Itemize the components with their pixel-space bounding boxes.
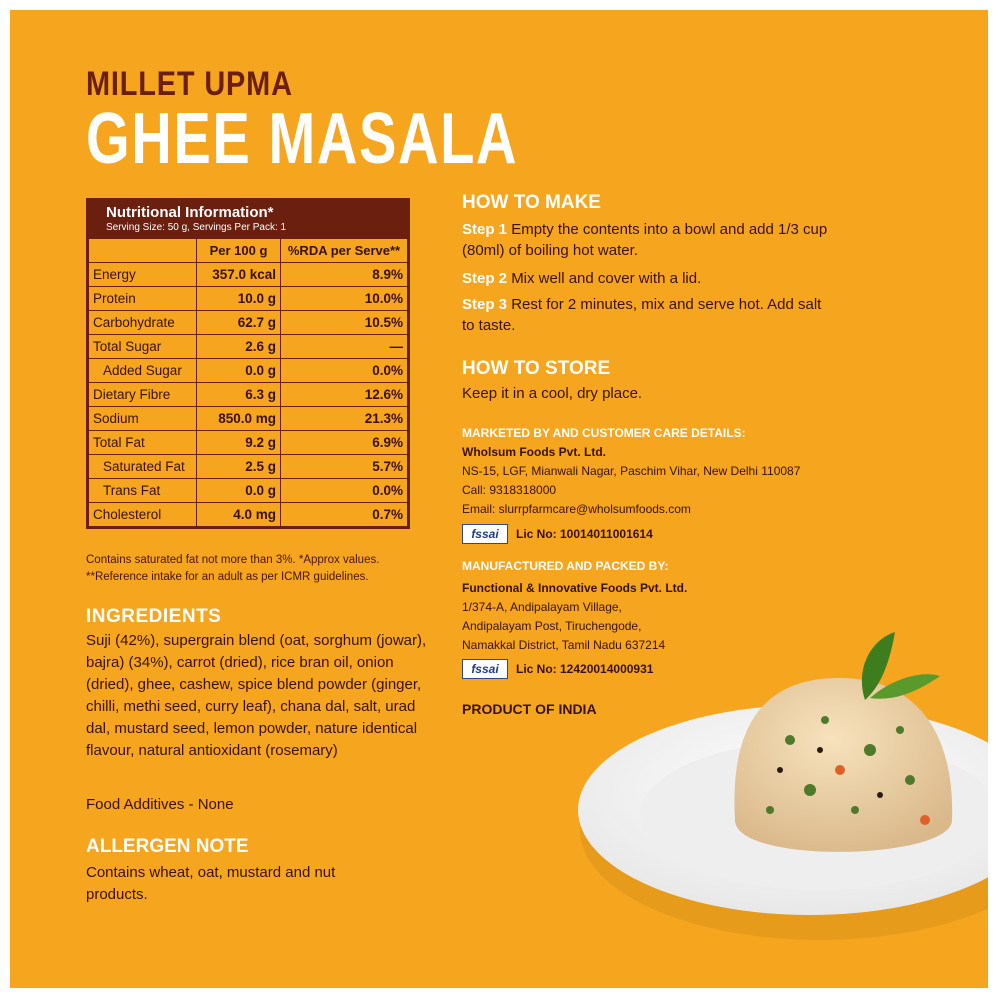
nutrient-name: Protein <box>89 287 197 311</box>
step-text: Rest for 2 minutes, mix and serve hot. Add salt to taste. <box>462 296 822 334</box>
step-text: Mix well and cover with a lid. <box>511 270 702 287</box>
license-number: Lic No: 12420014000931 <box>516 662 654 676</box>
marketed-call: Call: 9318318000 <box>462 483 557 497</box>
step-label: Step 2 <box>462 270 508 287</box>
manufactured-address: 1/374-A, Andipalayam Village, <box>462 600 622 614</box>
manufactured-heading: MANUFACTURED AND PACKED BY: <box>462 559 669 573</box>
fssai-logo: fssai <box>462 524 508 544</box>
per100-value: 0.0 g <box>197 359 281 383</box>
step-label: Step 1 <box>462 221 508 238</box>
table-row <box>89 311 408 335</box>
rda-value: 5.7% <box>281 455 408 479</box>
table-row <box>89 431 408 455</box>
nutrient-name: Total Sugar <box>89 335 197 359</box>
per100-value: 6.3 g <box>197 383 281 407</box>
rda-value: 0.7% <box>281 503 408 527</box>
upma-dome <box>734 678 952 852</box>
marketed-address: NS-15, LGF, Mianwali Nagar, Paschim Vihar, New Delhi 110087 <box>462 464 801 478</box>
product-panel <box>10 10 988 988</box>
fssai-logo: fssai <box>462 659 508 679</box>
column-header: Per 100 g <box>197 239 281 263</box>
nutrient-name: Dietary Fibre <box>89 383 197 407</box>
marketed-company: Wholsum Foods Pvt. Ltd. <box>462 445 606 459</box>
nutrient-name: Energy <box>89 263 197 287</box>
table-row <box>89 287 408 311</box>
per100-value: 357.0 kcal <box>197 263 281 287</box>
note-line: **Reference intake for an adult as per ICMR guidelines. <box>86 571 369 583</box>
manufactured-address: Namakkal District, Tamil Nadu 637214 <box>462 638 666 652</box>
nutrition-grid <box>88 238 408 527</box>
table-row <box>89 335 408 359</box>
marketed-heading: MARKETED BY AND CUSTOMER CARE DETAILS: <box>462 426 746 440</box>
product-subtitle: MILLET UPMA <box>86 65 293 103</box>
product-origin: PRODUCT OF INDIA <box>462 701 597 717</box>
step-label: Step 3 <box>462 296 508 313</box>
product-title: GHEE MASALA <box>86 99 519 179</box>
allergen-text: Contains wheat, oat, mustard and nut products. <box>86 864 336 903</box>
per100-value: 0.0 g <box>197 479 281 503</box>
nutrient-name: Total Fat <box>89 431 197 455</box>
marketed-license <box>462 524 653 544</box>
column-header: %RDA per Serve** <box>281 239 408 263</box>
nutrition-title: Nutritional Information* <box>106 204 274 221</box>
per100-value: 9.2 g <box>197 431 281 455</box>
license-number: Lic No: 10014011001614 <box>516 527 653 541</box>
rda-value: 10.5% <box>281 311 408 335</box>
how-to-store-text: Keep it in a cool, dry place. <box>462 385 643 402</box>
nutrient-name: Saturated Fat <box>89 455 197 479</box>
serving-size: Serving Size: 50 g, Servings Per Pack: 1 <box>106 222 287 233</box>
per100-value: 10.0 g <box>197 287 281 311</box>
nutrition-notes <box>86 552 379 586</box>
column-header <box>89 239 197 263</box>
ingredients-text: Suji (42%), supergrain blend (oat, sorghum (jowar), bajra) (34%), carrot (dried), rice bran oil, onion (dried), ghee, cashew, spice blend powder (ginger, chilli, methi seed, curry leaf), chana dal, salt, urad dal, mustard seed, lemon powder, nature identical flavour, natural antioxidant (rosemary) <box>86 632 427 759</box>
manufactured-address: Andipalayam Post, Tiruchengode, <box>462 619 642 633</box>
step-item <box>462 268 832 289</box>
rda-value: 0.0% <box>281 479 408 503</box>
nutrient-name: Cholesterol <box>89 503 197 527</box>
rda-value: 12.6% <box>281 383 408 407</box>
rda-value: 10.0% <box>281 287 408 311</box>
rda-value: 21.3% <box>281 407 408 431</box>
nutrient-name: Trans Fat <box>89 479 197 503</box>
per100-value: 2.6 g <box>197 335 281 359</box>
table-row <box>89 383 408 407</box>
nutrient-name: Carbohydrate <box>89 311 197 335</box>
table-row <box>89 479 408 503</box>
marketed-details <box>462 443 862 519</box>
table-row <box>89 359 408 383</box>
rda-value: 6.9% <box>281 431 408 455</box>
per100-value: 2.5 g <box>197 455 281 479</box>
per100-value: 62.7 g <box>197 311 281 335</box>
nutrient-name: Added Sugar <box>89 359 197 383</box>
how-to-make-heading: HOW TO MAKE <box>462 192 601 213</box>
how-to-store-heading: HOW TO STORE <box>462 358 611 379</box>
table-row <box>89 407 408 431</box>
upma-plate-image <box>570 610 988 988</box>
manufactured-company: Functional & Innovative Foods Pvt. Ltd. <box>462 581 688 595</box>
note-line: Contains saturated fat not more than 3%. *Approx values. <box>86 554 380 566</box>
ingredients-heading: INGREDIENTS <box>86 606 222 627</box>
rda-value: 8.9% <box>281 263 408 287</box>
step-item <box>462 294 832 336</box>
table-row <box>89 503 408 527</box>
per100-value: 4.0 mg <box>197 503 281 527</box>
allergen-heading: ALLERGEN NOTE <box>86 836 249 857</box>
marketed-email: Email: slurrpfarmcare@wholsumfoods.com <box>462 502 691 516</box>
step-text: Empty the contents into a bowl and add 1/3 cup (80ml) of boiling hot water. <box>462 221 828 259</box>
nutrition-table <box>86 198 410 529</box>
nutrient-name: Sodium <box>89 407 197 431</box>
rda-value: 0.0% <box>281 359 408 383</box>
food-additives: Food Additives - None <box>86 796 234 813</box>
step-item <box>462 219 832 261</box>
table-row <box>89 263 408 287</box>
per100-value: 850.0 mg <box>197 407 281 431</box>
table-row <box>89 455 408 479</box>
rda-value: — <box>281 335 408 359</box>
nutrition-header <box>88 200 408 238</box>
table-header-row <box>89 239 408 263</box>
